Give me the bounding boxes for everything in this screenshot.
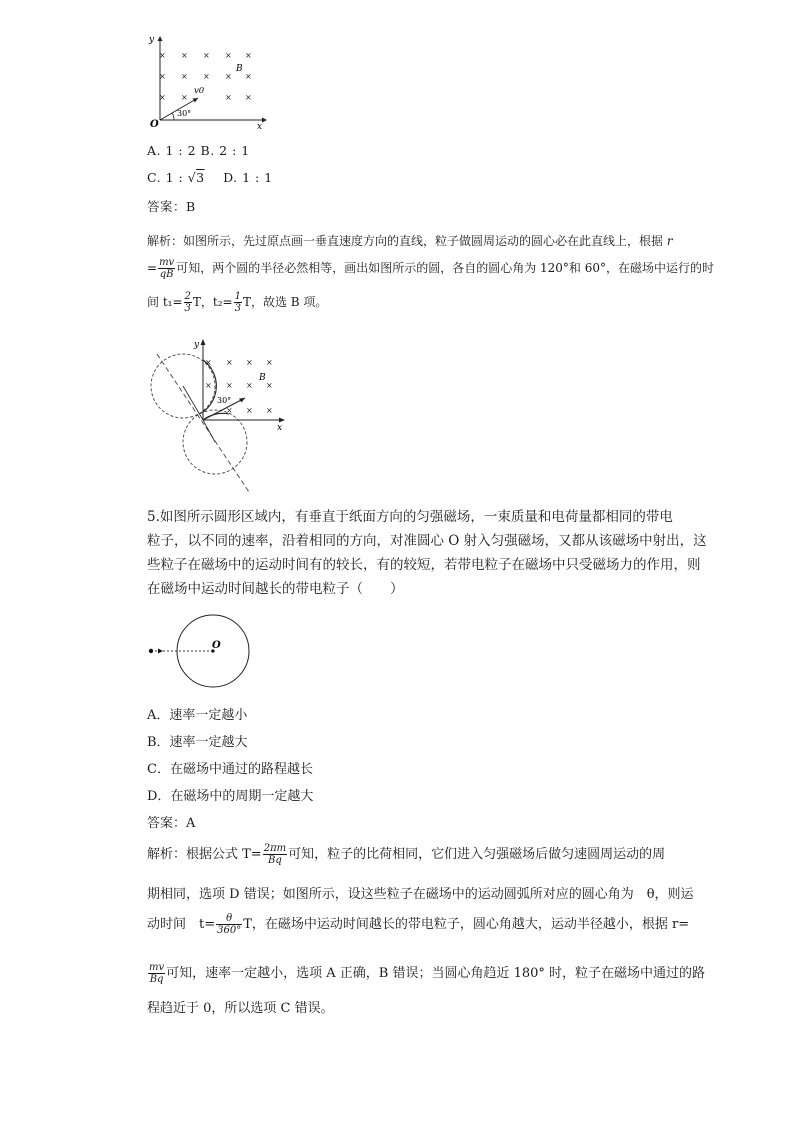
frac-num: 2πm	[263, 843, 287, 854]
svg-text:×: ×	[159, 72, 166, 81]
q4-analysis-line1	[147, 232, 673, 249]
q5-option-b: B．速率一定越大	[147, 735, 248, 750]
q5-stem-line4: 在磁场中运动时间越长的带电粒子（ ）	[147, 581, 404, 597]
y-axis-arrow	[158, 36, 163, 41]
q5-stem-line3: 些粒子在磁场中的运动时间有的较长，有的较短，若带电粒子在磁场中只受磁场力的作用，则	[147, 557, 701, 573]
frac-theta-360	[216, 913, 242, 936]
center-label: O	[212, 640, 221, 651]
angle-arc	[172, 113, 174, 120]
y-axis-arrow	[201, 339, 206, 345]
q5-analysis-text: 可知，速率一定越小，选项 A 正确，B 错误；当圆心角趋近 180° 时，粒子在磁场中通过的路	[166, 966, 706, 981]
figure-magnetic-field-2	[145, 336, 295, 496]
q4-option-c-prefix: C. 1 :	[147, 170, 188, 185]
frac-2pim-bq	[263, 843, 287, 866]
y-axis-label: y	[194, 340, 200, 350]
q5-analysis-text: 可知，粒子的比荷相同，它们进入匀强磁场后做匀速圆周运动的周	[288, 847, 666, 862]
q4-t1: 间 t₁=	[147, 295, 183, 309]
svg-text:×: ×	[246, 358, 253, 367]
svg-text:×: ×	[225, 93, 232, 102]
field-b-label: B	[259, 373, 266, 383]
angle-label: 30°	[217, 396, 232, 405]
q4-r-var: r	[666, 234, 673, 248]
q5-options	[147, 702, 313, 837]
svg-text:×: ×	[203, 51, 210, 60]
x-axis-label: x	[257, 122, 263, 130]
q5-analysis-line4	[147, 962, 705, 985]
svg-text:×: ×	[266, 406, 273, 415]
svg-text:×: ×	[159, 93, 166, 102]
svg-text:×: ×	[181, 72, 188, 81]
x-axis-arrow	[262, 118, 267, 123]
frac-den: Bq	[149, 974, 164, 985]
frac-mv-bq	[148, 962, 165, 985]
svg-text:×: ×	[226, 406, 233, 415]
frac-num: mv	[159, 257, 175, 268]
frac-num: θ	[216, 913, 242, 925]
svg-text:×: ×	[205, 358, 212, 367]
q5-option-d: D．在磁场中的周期一定越大	[147, 789, 314, 804]
q4-t2: T，t₂=	[192, 295, 233, 309]
frac-den: qB	[159, 269, 174, 280]
field-crosses	[159, 51, 252, 102]
svg-text:×: ×	[203, 72, 210, 81]
x-axis-arrow	[279, 418, 285, 423]
q5-analysis-line2: 期相同，选项 D 错误；如图所示，设这些粒子在磁场中的运动圆弧所对应的圆心角为 θ，则运	[147, 887, 694, 902]
particle-dot	[149, 649, 153, 653]
q5-stem-line2: 粒子，以不同的速率，沿着相同的方向，对准圆心 O 射入匀强磁场，又都从该磁场中射出，这	[147, 533, 707, 549]
radius-upper	[183, 386, 203, 420]
svg-text:×: ×	[266, 381, 273, 390]
svg-text:×: ×	[225, 51, 232, 60]
q4-option-d: D. 1 : 1	[223, 170, 273, 185]
q5-analysis-text: 动时间 t=	[147, 917, 216, 932]
svg-text:×: ×	[266, 358, 273, 367]
q4-answer: 答案：B	[147, 199, 196, 214]
q4-analysis-line2	[147, 257, 714, 280]
frac-num: 2	[184, 291, 191, 302]
figure-magnetic-field-1	[140, 28, 275, 130]
frac-den: 360°	[217, 925, 242, 936]
q4-option-cd	[147, 170, 273, 185]
origin-label: O	[150, 119, 159, 130]
svg-text:×: ×	[245, 72, 252, 81]
figure-circle-field	[140, 612, 260, 694]
q4-conclusion: T，故选 B 项。	[242, 295, 328, 309]
q5-option-c: C．在磁场中通过的路程越长	[147, 762, 313, 777]
x-axis-label: x	[277, 423, 283, 433]
q5-analysis-text: 解析：根据公式 T=	[147, 847, 262, 862]
frac-mv-qb	[158, 257, 175, 280]
svg-text:×: ×	[226, 358, 233, 367]
eq-sign: =	[147, 261, 158, 275]
q5-analysis-line5: 程趋近于 0，所以选项 C 错误。	[147, 1001, 334, 1016]
y-axis-label: y	[149, 35, 155, 45]
q5-analysis-line1	[147, 843, 665, 866]
frac-den: 3	[234, 303, 241, 314]
frac-1-3	[234, 291, 242, 314]
svg-text:×: ×	[245, 51, 252, 60]
frac-num: 1	[234, 291, 241, 302]
q4-analysis-line3	[147, 291, 327, 314]
frac-den: 3	[184, 303, 191, 314]
frac-num: mv	[149, 962, 165, 973]
sqrt-icon: √	[187, 170, 197, 185]
q4-option-ab: A. 1 : 2 B. 2 : 1	[147, 143, 250, 158]
svg-text:×: ×	[226, 381, 233, 390]
q5-analysis-line3	[147, 913, 689, 936]
q5-answer: 答案：A	[147, 816, 196, 831]
svg-text:×: ×	[245, 93, 252, 102]
svg-text:×: ×	[205, 381, 212, 390]
q4-analysis-text: 解析：如图所示，先过原点画一垂直速度方向的直线，粒子做圆周运动的圆心必在此直线上，根据	[147, 234, 664, 248]
q5-analysis-text: T，在磁场中运动时间越长的带电粒子，圆心角越大，运动半径越小，根据 r=	[243, 917, 690, 932]
field-b-label: B	[236, 64, 243, 74]
svg-text:×: ×	[181, 51, 188, 60]
q5-stem	[147, 505, 707, 601]
svg-text:×: ×	[159, 51, 166, 60]
svg-text:×: ×	[225, 72, 232, 81]
q5-option-a: A．速率一定越小	[147, 708, 248, 723]
radius-lower	[203, 420, 215, 442]
q4-analysis-text2: 可知，两个圆的半径必然相等，画出如图所示的圆，各自的圆心角为 120°和 60°，在磁场中运行的时	[176, 261, 715, 275]
frac-2-3	[184, 291, 192, 314]
velocity-label: v0	[194, 86, 205, 96]
particle-arrow	[158, 649, 163, 654]
angle-label: 30°	[177, 109, 192, 118]
q5-stem-line1: 5.如图所示圆形区域内，有垂直于纸面方向的匀强磁场，一束质量和电荷量都相同的带电	[147, 509, 673, 525]
q4-option-c-sqrt: 3	[196, 170, 205, 185]
svg-text:×: ×	[181, 93, 188, 102]
svg-text:×: ×	[246, 406, 253, 415]
frac-den: Bq	[268, 855, 282, 866]
svg-text:×: ×	[246, 381, 253, 390]
